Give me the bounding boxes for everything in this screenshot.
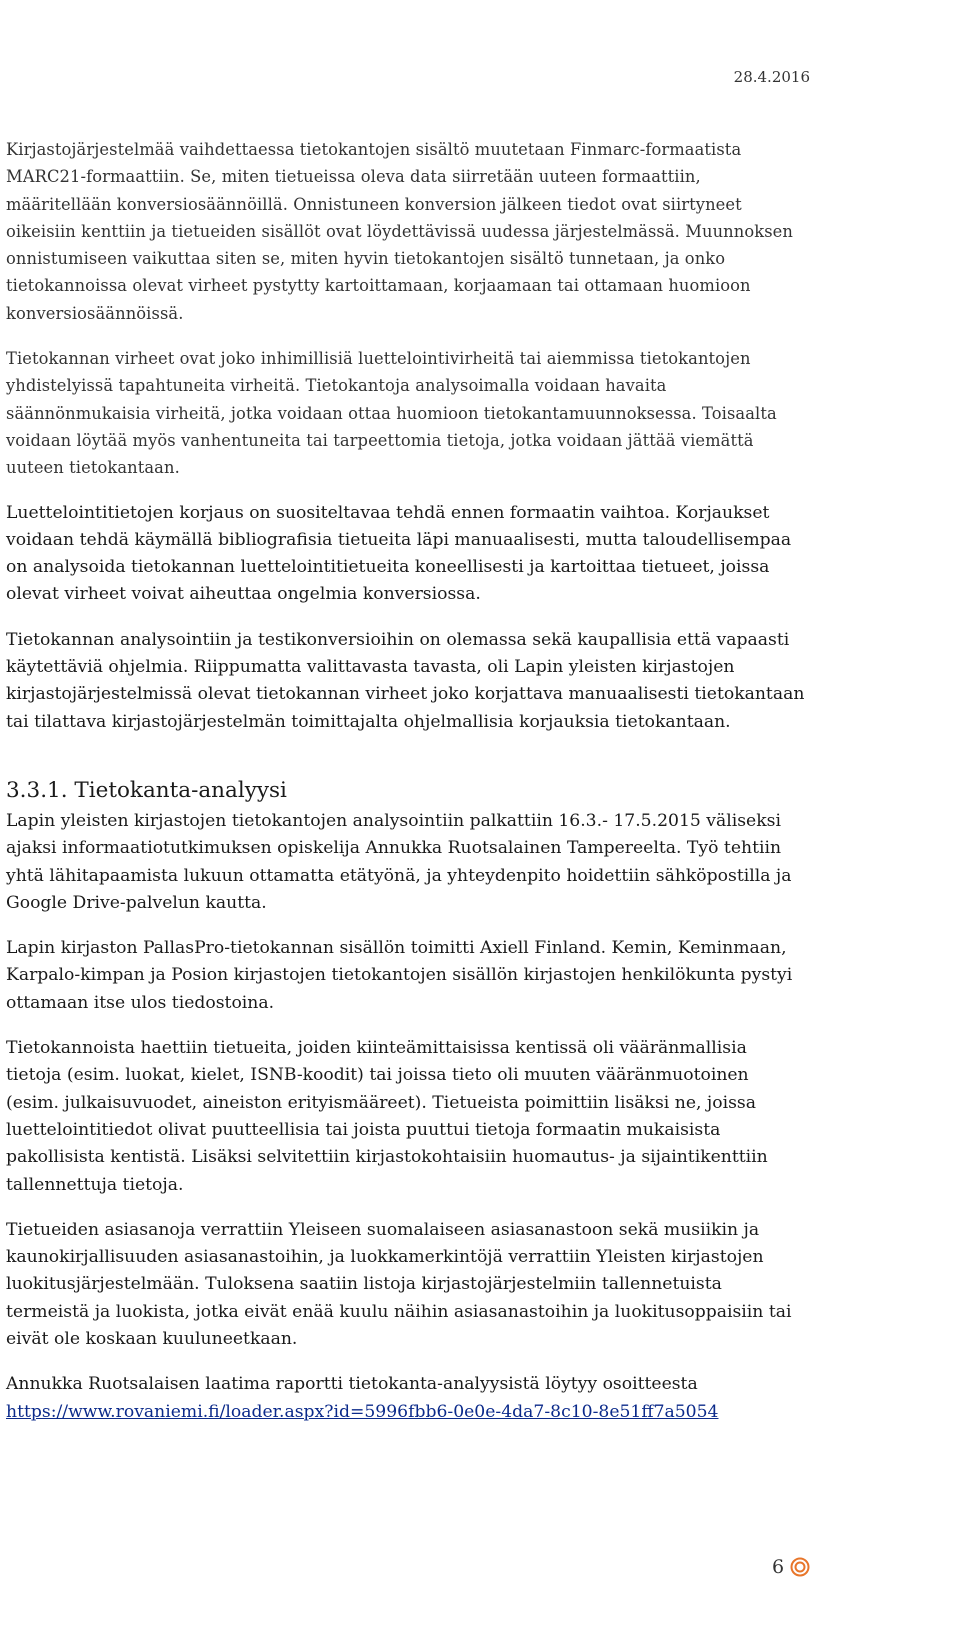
paragraph: Luettelointitietojen korjaus on suositeltavaa tehdä ennen formaatin vaihtoa. Korjaukset voidaan tehdä käymällä bibliografisia tietueita läpi manuaalisesti, mutta taloudellisempaa on analysoida tietokannan luettelointitietueita koneellisesti ja kartoittaa tietueet, joissa olevat virheet voivat aiheuttaa ongelmia konversiossa. [6, 502, 792, 605]
section-number: 3.3.1. [6, 777, 68, 803]
paragraph: Tietueiden asiasanoja verrattiin Yleiseen suomalaiseen asiasanastoon sekä musiikin ja kaunokirjallisuuden asiasanastoihin, ja luokkamerkintöjä verrattiin Yleisten kirjastojen luokitusjärjestelmään. Tuloksena saatiin listoja kirjastojärjestelmiin tallennetuista termeistä ja luokista, jotka eivät enää kuulu näihin asiasanastoihin ja luokitusoppaisiin tai eivät ole koskaan kuuluneetkaan. [6, 1219, 792, 1349]
paragraph-text: Annukka Ruotsalaisen laatima raportti tietokanta-analyysistä löytyy osoitteesta [6, 1374, 698, 1395]
paragraph: Lapin kirjaston PallasPro-tietokannan sisällön toimitti Axiell Finland. Kemin, Keminmaan, Karpalo-kimpan ja Posion kirjastojen tietokantojen sisällön kirjastojen henkilökunta pystyi ottamaan itse ulos tiedostoina. [6, 938, 793, 1013]
target-icon [790, 1557, 810, 1577]
paragraph: Lapin yleisten kirjastojen tietokantojen analysointiin palkattiin 16.3.- 17.5.2015 väliseksi ajaksi informaatiotutkimuksen opiskelija Annukka Ruotsalainen Tampereelta. Työ tehtiin yhtä lähitapaamista lukuun ottamatta etätyönä, ja yhteydenpito hoidettiin sähköpostilla ja Google Drive-palvelun kautta. [6, 810, 792, 913]
page-footer [772, 1556, 810, 1578]
section-title: Tietokanta-analyysi [74, 777, 287, 803]
paragraph-with-link [6, 1371, 806, 1426]
paragraph: Tietokannan analysointiin ja testikonversioihin on olemassa sekä kaupallisia että vapaasti käytettäviä ohjelmia. Riippumatta valittavasta tavasta, oli Lapin yleisten kirjastojen kirjastojärjestelmissä olevat tietokannan virheet joko korjattava manuaalisesti tietokantaan tai tilattava kirjastojärjestelmän toimittajalta ohjelmallisia korjauksia tietokantaan. [6, 629, 805, 732]
report-link[interactable]: https://www.rovaniemi.fi/loader.aspx?id=5996fbb6-0e0e-4da7-8c10-8e51ff7a5054 [6, 1401, 719, 1422]
paragraph: Tietokannan virheet ovat joko inhimillisiä luettelointivirheitä tai aiemmissa tietokantojen yhdistelyissä tapahtuneita virheitä. Tietokantoja analysoimalla voidaan havaita säännönmukaisia virheitä, jotka voidaan ottaa huomioon tietokantamuunnoksessa. Toisaalta voidaan löytää myös vanhentuneita tai tarpeettomia tietoja, jotka voidaan jättää viemättä uuteen tietokantaan. [6, 349, 777, 478]
paragraph: Kirjastojärjestelmää vaihdettaessa tietokantojen sisältö muutetaan Finmarc-formaatista MARC21-formaattiin. Se, miten tietueissa oleva data siirretään uuteen formaattiin, määritellään konversiosäännöillä. Onnistuneen konversion jälkeen tiedot ovat siirtyneet oikeisiin kenttiin ja tietueiden sisällöt ovat löydettävissä uudessa järjestelmässä. Muunnoksen onnistumiseen vaikuttaa siten se, miten hyvin tietokantojen sisältö tunnetaan, ja onko tietokannoissa olevat virheet pystytty kartoittamaan, korjaamaan tai ottamaan huomioon konversiosäännöissä. [6, 140, 793, 323]
document-body [6, 136, 806, 1426]
section-heading [6, 776, 806, 806]
paragraph: Tietokannoista haettiin tietueita, joiden kiinteämittaisissa kentissä oli vääränmallisia tietoja (esim. luokat, kielet, ISNB-koodit) tai joissa tieto oli muuten vääränmuotoinen (esim. julkaisuvuodet, aineiston erityismääreet). Tietueista poimittiin lisäksi ne, joissa luettelointitiedot olivat puutteellisia tai joista puuttui tietoja formaatin mukaisista pakollisista kentistä. Lisäksi selvitettiin kirjastokohtaisiin huomautus- ja sijaintikenttiin tallennettuja tietoja. [6, 1038, 768, 1195]
page-date: 28.4.2016 [733, 68, 810, 86]
page-number: 6 [772, 1556, 785, 1578]
